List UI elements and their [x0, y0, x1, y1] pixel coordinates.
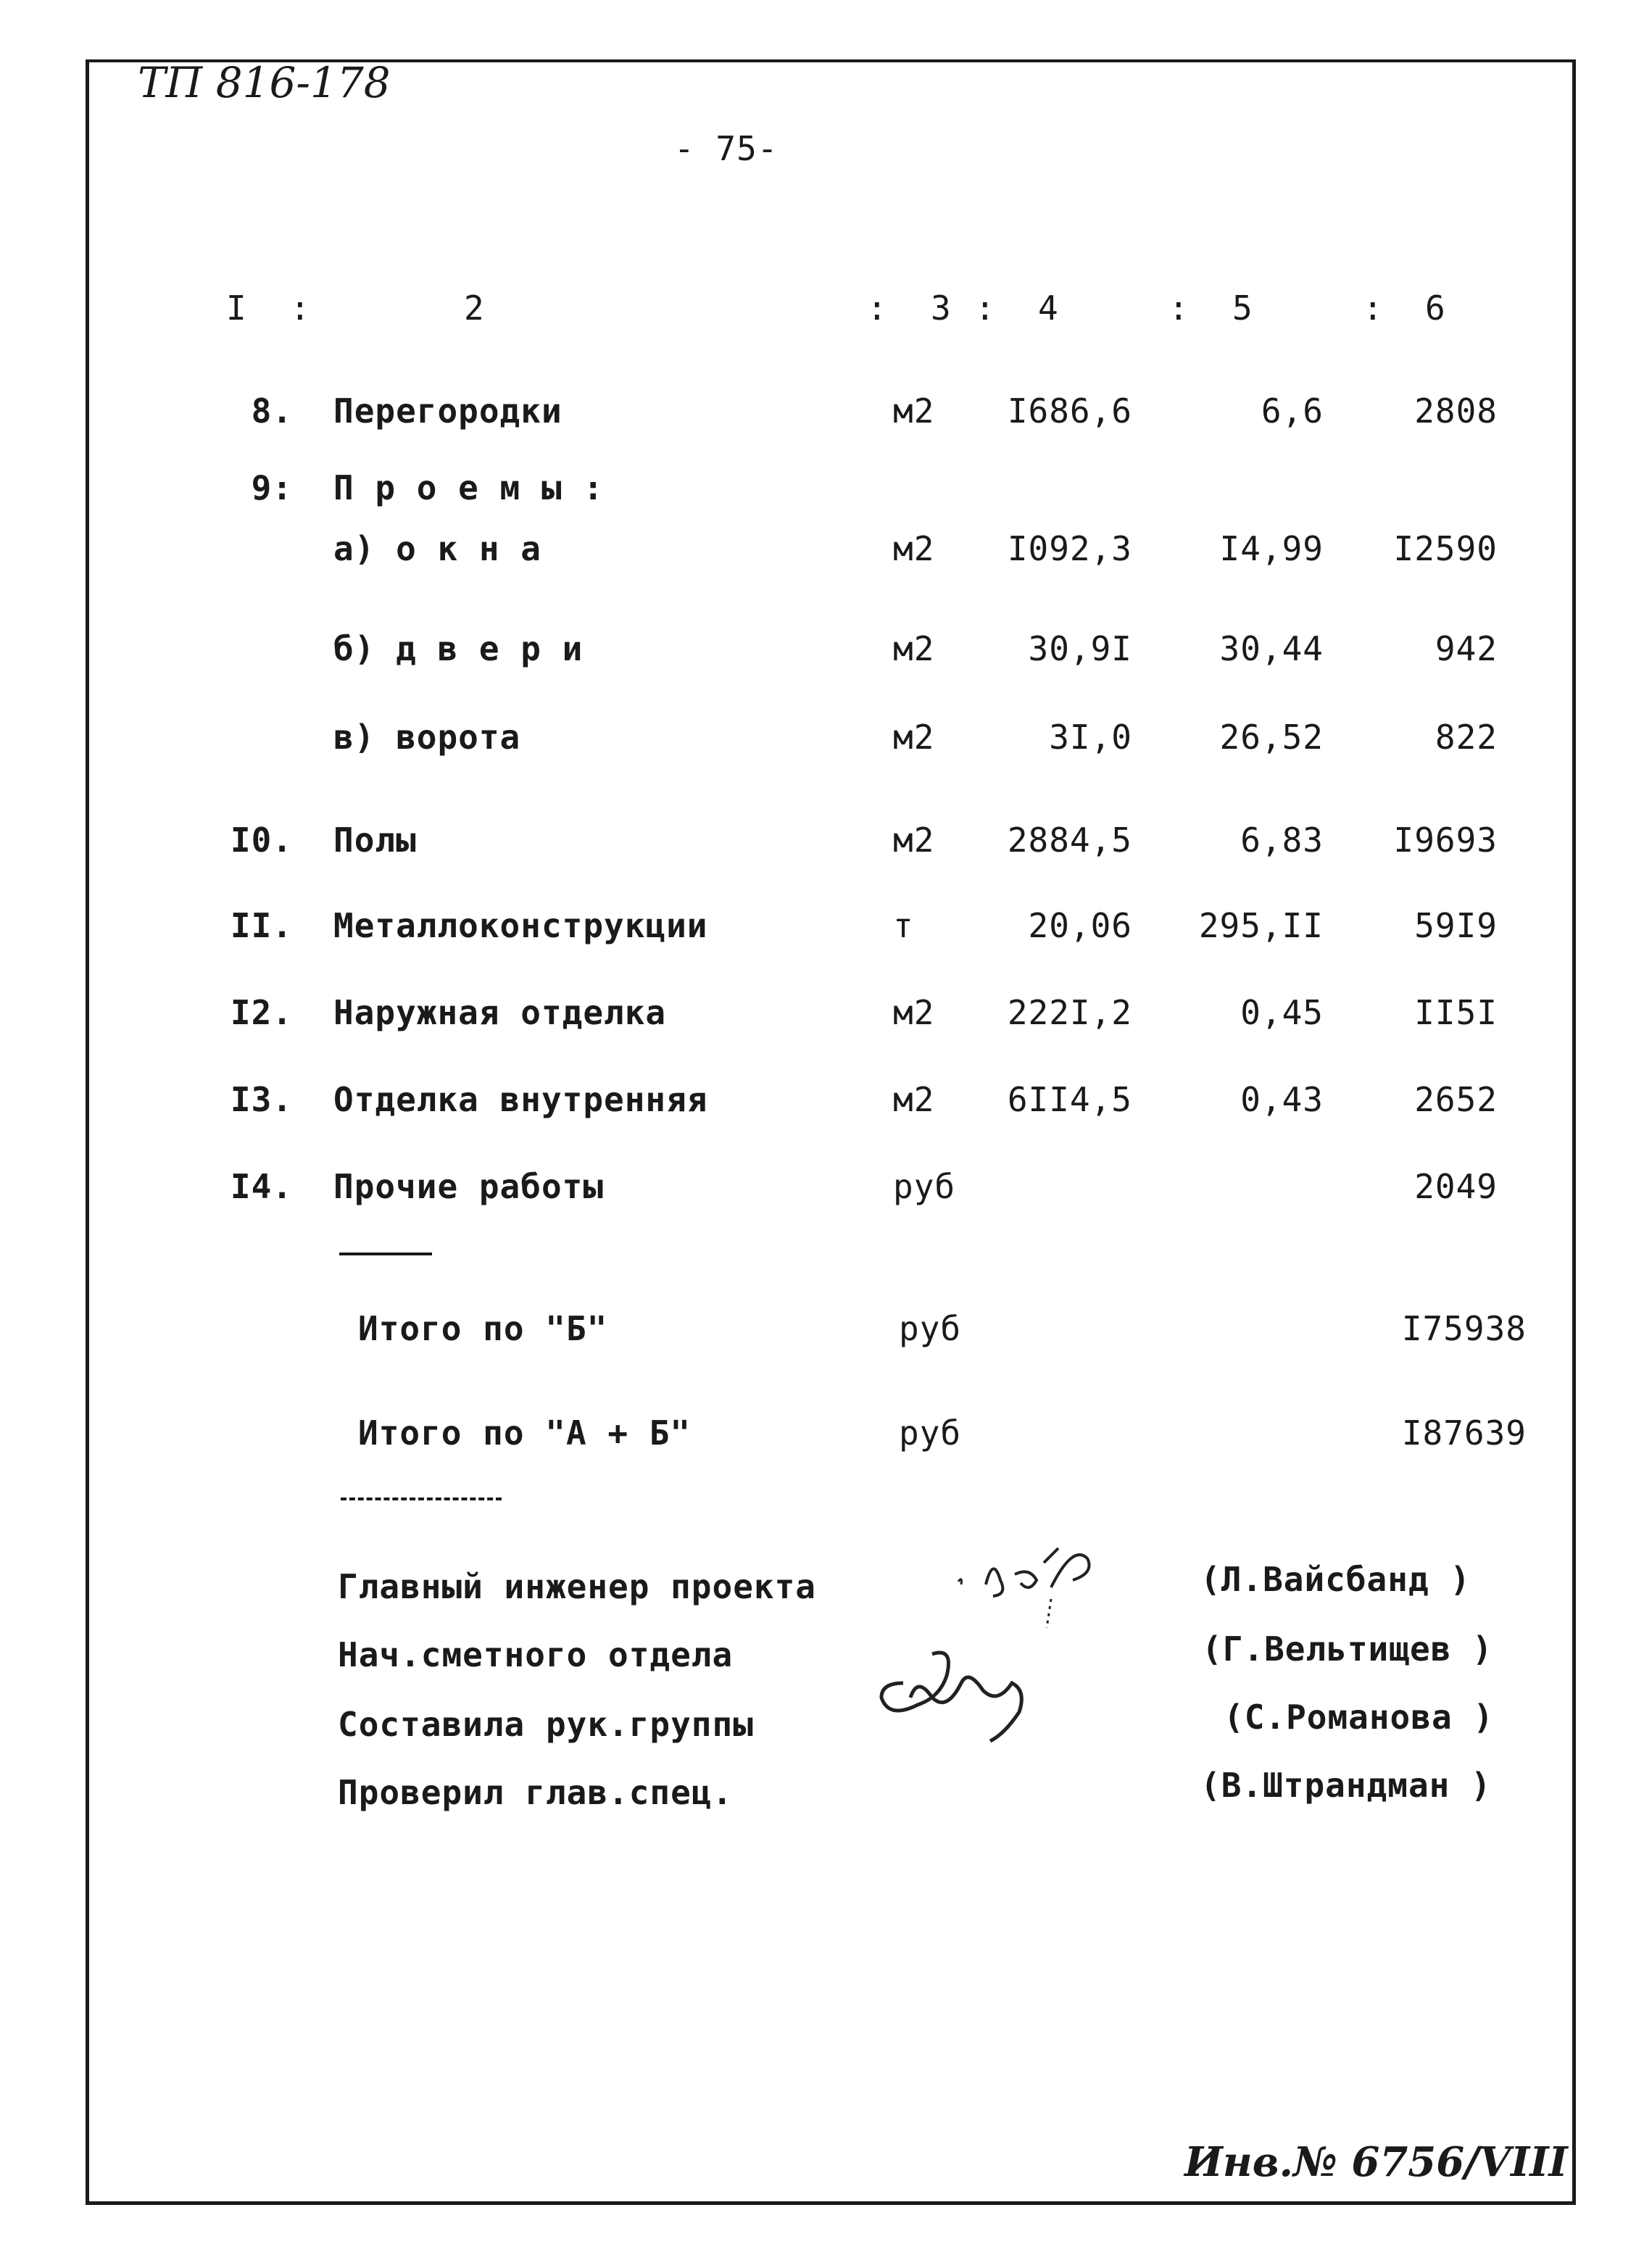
- row-total: 2808: [1414, 391, 1498, 431]
- column-separator: :: [290, 288, 311, 328]
- row-number: 9:: [251, 468, 293, 507]
- column-separator: :: [975, 288, 996, 328]
- row-qty: 20,06: [1028, 906, 1132, 945]
- row-unit: м2: [893, 993, 935, 1032]
- row-qty: 30,9I: [1028, 629, 1132, 668]
- row-number: I2.: [230, 993, 293, 1032]
- page-border: [86, 59, 1576, 2205]
- row-number: I0.: [230, 821, 293, 860]
- row-total: 942: [1435, 629, 1498, 668]
- signer-name: (Г.Вельтищев ): [1202, 1629, 1493, 1669]
- column-separator: :: [1168, 288, 1190, 328]
- signer-name: (С.Романова ): [1224, 1698, 1495, 1737]
- page-number: - 75-: [674, 129, 779, 168]
- row-total: II5I: [1414, 993, 1498, 1032]
- total-unit: руб: [899, 1413, 962, 1453]
- total-value: I87639: [1401, 1413, 1527, 1453]
- handwritten-signature: [867, 1640, 1055, 1763]
- total-unit: руб: [899, 1309, 962, 1348]
- row-price: I4,99: [1219, 529, 1324, 568]
- row-name: Наружная отделка: [333, 993, 667, 1032]
- row-price: 26,52: [1219, 718, 1324, 757]
- row-total: 822: [1435, 718, 1498, 757]
- column-header-3: 3: [931, 288, 952, 328]
- row-qty: 222I,2: [1007, 993, 1132, 1032]
- signer-role: Проверил глав.спец.: [338, 1773, 734, 1812]
- column-header-1: I: [226, 288, 247, 328]
- total-label: Итого по "Б": [358, 1309, 608, 1348]
- row-qty: 6II4,5: [1007, 1080, 1132, 1119]
- row-qty: I092,3: [1007, 529, 1132, 568]
- inventory-number: Инв.№ 6756/VIII: [1184, 2138, 1568, 2186]
- row-qty: I686,6: [1007, 391, 1132, 431]
- row-unit: т: [893, 906, 914, 945]
- row-name: Полы: [333, 821, 417, 860]
- row-qty: 3I,0: [1049, 718, 1132, 757]
- row-number: 8.: [251, 391, 293, 431]
- row-name: Прочие работы: [333, 1167, 605, 1206]
- signer-role: Главный инженер проекта: [338, 1567, 816, 1606]
- row-price: 0,43: [1240, 1080, 1324, 1119]
- row-number: I3.: [230, 1080, 293, 1119]
- row-unit: руб: [893, 1167, 956, 1206]
- column-header-6: 6: [1425, 288, 1446, 328]
- row-price: 6,83: [1240, 821, 1324, 860]
- total-value: I75938: [1401, 1309, 1527, 1348]
- row-unit: м2: [893, 718, 935, 757]
- signer-role: Нач.сметного отдела: [338, 1635, 734, 1674]
- row-total: I2590: [1393, 529, 1498, 568]
- row-price: 30,44: [1219, 629, 1324, 668]
- row-price: 6,6: [1261, 391, 1324, 431]
- row-qty: 2884,5: [1007, 821, 1132, 860]
- row-name: Отделка внутренняя: [333, 1080, 708, 1119]
- column-header-4: 4: [1038, 288, 1059, 328]
- row-total: 2049: [1414, 1167, 1498, 1206]
- row-total: 59I9: [1414, 906, 1498, 945]
- row-name: в) ворота: [333, 718, 521, 757]
- row-price: 0,45: [1240, 993, 1324, 1032]
- row-name: б) д в е р и: [333, 629, 584, 668]
- signer-name: (В.Штрандман ): [1200, 1766, 1492, 1805]
- row-unit: м2: [893, 391, 935, 431]
- row-unit: м2: [893, 1080, 935, 1119]
- handwritten-signature: [942, 1534, 1145, 1635]
- row-number: I4.: [230, 1167, 293, 1206]
- separator-line: [339, 1253, 432, 1255]
- separator-line: [341, 1498, 502, 1500]
- column-separator: :: [1363, 288, 1384, 328]
- column-header-5: 5: [1232, 288, 1253, 328]
- row-name: Металлоконструкции: [333, 906, 708, 945]
- row-total: 2652: [1414, 1080, 1498, 1119]
- row-unit: м2: [893, 821, 935, 860]
- column-header-2: 2: [464, 288, 485, 328]
- row-unit: м2: [893, 529, 935, 568]
- signer-role: Составила рук.группы: [338, 1705, 754, 1744]
- doc-code: ТП 816-178: [138, 58, 391, 107]
- signer-name: (Л.Вайсбанд ): [1200, 1560, 1471, 1599]
- total-label: Итого по "А + Б": [358, 1413, 692, 1453]
- row-unit: м2: [893, 629, 935, 668]
- column-separator: :: [867, 288, 888, 328]
- row-name: а) о к н а: [333, 529, 541, 568]
- row-name: Перегородки: [333, 391, 562, 431]
- row-price: 295,II: [1198, 906, 1324, 945]
- row-name: П р о е м ы :: [333, 468, 605, 507]
- row-number: II.: [230, 906, 293, 945]
- row-total: I9693: [1393, 821, 1498, 860]
